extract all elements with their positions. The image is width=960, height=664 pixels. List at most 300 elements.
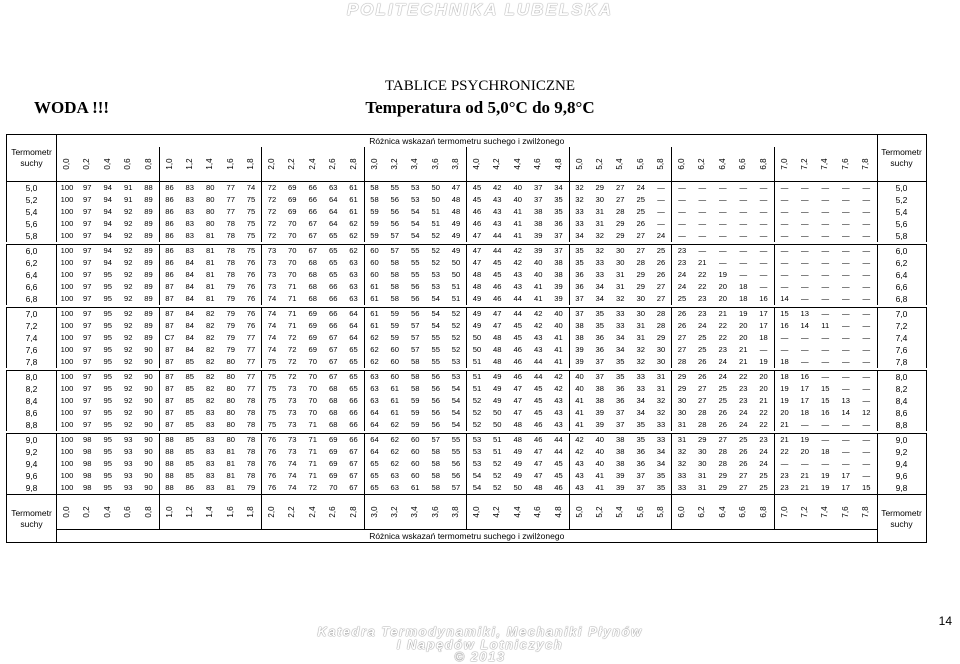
humidity-cell: — [821,183,830,192]
humidity-cell: 48 [451,207,461,216]
humidity-cell: — [739,270,748,279]
humidity-cell: 41 [513,231,522,240]
humidity-cell: 33 [672,482,693,495]
humidity-cell: 29 [656,333,666,342]
diff-header [303,147,324,182]
humidity-cell: 92 [124,357,133,366]
humidity-cell: 31 [656,372,666,381]
humidity-cell: 63 [364,383,385,395]
humidity-cell: 19 [718,270,727,279]
humidity-cell: — [821,195,830,204]
humidity-cell: 64 [329,219,338,228]
humidity-cell: 20 [800,447,809,456]
humidity-cell: 97 [83,246,92,255]
humidity-cell: 80 [206,219,215,228]
humidity-cell: 82 [206,372,215,381]
document-title: TABLICE PSYCHRONICZNE [384,78,576,94]
humidity-cell: 23 [759,435,768,444]
diff-footer [651,495,672,530]
humidity-cell: 81 [206,270,215,279]
humidity-cell: 37 [534,195,543,204]
humidity-cell: 26 [656,270,666,279]
humidity-cell: 86 [159,230,180,242]
humidity-cell: 37 [636,483,645,492]
humidity-cell: 21 [698,258,707,267]
humidity-cell: 20 [759,384,768,393]
humidity-cell: — [821,207,830,216]
humidity-cell: 52 [431,231,440,240]
dry-temp-left: 5,2 [7,194,57,206]
diff-header [118,147,139,182]
humidity-cell: 33 [636,372,645,381]
page-number: 14 [938,614,952,628]
humidity-cell: 17 [841,483,850,492]
humidity-cell: 58 [390,270,399,279]
diff-label: 2,0 [267,158,276,170]
humidity-cell: 38 [616,447,625,456]
humidity-cell: 37 [554,231,563,240]
humidity-cell: 69 [329,447,338,456]
humidity-cell: 84 [185,294,194,303]
humidity-cell: 81 [206,246,215,255]
humidity-cell: 63 [390,471,399,480]
humidity-cell: 80 [206,183,215,192]
table-row [7,371,927,384]
humidity-cell: 76 [246,321,256,330]
humidity-cell: 27 [636,231,645,240]
humidity-cell: 39 [616,471,625,480]
humidity-cell: 72 [288,333,297,342]
humidity-cell: 41 [554,345,563,354]
diff-label: 4,6 [533,506,543,518]
humidity-cell: 61 [364,281,385,293]
diff-label: 4,0 [472,506,481,518]
humidity-cell: 49 [513,471,522,480]
humidity-cell: 63 [390,483,399,492]
humidity-cell: 54 [411,231,420,240]
humidity-cell: 33 [569,206,590,218]
humidity-cell: 26 [718,420,727,429]
dry-temp-right: 9,8 [877,482,926,495]
humidity-cell: 76 [246,309,256,318]
humidity-cell: 62 [390,447,399,456]
humidity-cell: 25 [698,345,707,354]
humidity-cell: 23 [774,482,795,495]
humidity-cell: 53 [431,282,440,291]
humidity-cell: 41 [554,357,563,366]
diff-label: 7,2 [799,158,809,170]
humidity-cell: 100 [57,383,78,395]
humidity-cell: 73 [262,269,283,281]
diff-header [651,147,672,182]
dry-temp-right: 7,4 [877,332,926,344]
humidity-cell: 100 [57,230,78,242]
diff-header [159,147,180,182]
humidity-cell: 89 [144,231,153,240]
humidity-cell: 64 [329,207,338,216]
humidity-cell: 61 [411,483,420,492]
humidity-cell: — [698,231,707,240]
humidity-cell: 80 [206,207,215,216]
humidity-cell: 27 [718,435,727,444]
humidity-cell: 36 [554,219,563,228]
diff-label: 5,6 [635,158,645,170]
diff-header [569,147,590,182]
humidity-cell: 56 [431,384,440,393]
diff-header [610,147,631,182]
humidity-cell: 79 [226,345,235,354]
humidity-cell: — [841,246,850,255]
humidity-cell: 39 [616,483,625,492]
dry-temp-left: 9,4 [7,458,57,470]
humidity-cell: 52 [451,345,461,354]
diff-label: 5,8 [656,158,665,170]
humidity-cell: 70 [308,408,317,417]
humidity-cell: 22 [698,282,707,291]
humidity-cell: 39 [595,408,604,417]
humidity-cell: — [800,282,809,291]
humidity-cell: 21 [759,396,768,405]
humidity-cell: — [698,183,707,192]
humidity-cell: 93 [124,447,133,456]
humidity-cell: 37 [636,471,645,480]
humidity-cell: 71 [308,435,317,444]
humidity-cell: 26 [718,408,727,417]
humidity-cell: 69 [288,207,297,216]
humidity-cell: 95 [103,357,112,366]
diff-footer [672,495,693,530]
humidity-cell: 41 [595,471,604,480]
humidity-cell: 30 [656,345,666,354]
humidity-cell: 70 [329,483,338,492]
humidity-cell: 46 [493,282,502,291]
humidity-cell: 58 [390,282,399,291]
humidity-cell: 41 [534,294,543,303]
humidity-cell: 35 [616,372,625,381]
diff-label: 4,2 [492,158,502,170]
humidity-cell: 72 [288,357,297,366]
humidity-cell: 35 [636,420,645,429]
humidity-cell: — [862,270,871,279]
humidity-cell: 100 [57,320,78,332]
humidity-cell: 78 [246,420,256,429]
humidity-cell: 84 [185,282,194,291]
humidity-cell: — [718,219,727,228]
humidity-cell: — [800,207,809,216]
humidity-cell: 46 [554,483,563,492]
humidity-cell: 94 [103,207,112,216]
humidity-cell: 85 [185,408,194,417]
diff-label: 7,6 [840,506,850,518]
humidity-cell: — [759,231,768,240]
humidity-cell: 68 [308,258,317,267]
humidity-cell: 62 [349,219,358,228]
humidity-cell: 52 [493,459,502,468]
humidity-cell: 27 [698,384,707,393]
diff-label: 2,6 [328,158,338,170]
humidity-cell: 71 [288,282,297,291]
humidity-cell: 38 [616,459,625,468]
diff-label: 6,6 [738,158,748,170]
humidity-cell: 31 [656,384,666,393]
humidity-cell: 65 [329,246,338,255]
humidity-cell: 77 [246,372,256,381]
diff-footer [159,495,180,530]
humidity-cell: 77 [246,333,256,342]
humidity-cell: 51 [467,371,488,384]
humidity-cell: 88 [159,434,180,447]
humidity-cell: 11 [821,321,830,330]
dry-temp-right: 8,0 [877,371,926,384]
humidity-cell: 65 [329,258,338,267]
humidity-cell: 48 [513,420,522,429]
humidity-cell: 48 [493,333,502,342]
humidity-cell: 30 [698,459,707,468]
humidity-cell: 56 [431,396,440,405]
diff-label: 2,8 [348,506,358,518]
humidity-cell: 33 [569,218,590,230]
humidity-cell: 97 [83,384,92,393]
diff-label: 7,0 [779,506,789,518]
dry-temp-left: 7,6 [7,344,57,356]
diff-header [221,147,242,182]
humidity-cell: 29 [718,483,727,492]
humidity-cell: 95 [103,282,112,291]
humidity-cell: 55 [411,270,420,279]
humidity-cell: 83 [206,420,215,429]
diff-label: 0,6 [123,158,133,170]
humidity-cell: 80 [206,195,215,204]
humidity-cell: 32 [616,294,625,303]
humidity-cell: 27 [616,183,625,192]
humidity-cell: 50 [467,332,488,344]
humidity-cell: 76 [246,270,256,279]
humidity-cell: 90 [144,396,153,405]
humidity-cell: 61 [364,320,385,332]
humidity-cell: 57 [451,483,461,492]
diff-label: 2,8 [348,158,358,170]
diff-header [815,147,836,182]
humidity-cell: 65 [364,470,385,482]
humidity-cell: 90 [144,345,153,354]
humidity-cell: — [821,309,830,318]
humidity-cell: 24 [718,357,727,366]
humidity-cell: 59 [390,309,399,318]
humidity-cell: 64 [329,195,338,204]
humidity-cell: — [739,195,748,204]
humidity-cell: 45 [493,270,502,279]
humidity-cell: 79 [226,294,235,303]
humidity-cell: — [821,357,830,366]
diff-label: 5,4 [615,506,625,518]
humidity-cell: 18 [821,447,830,456]
humidity-cell: 47 [493,321,502,330]
humidity-cell: 18 [800,408,809,417]
diff-label: 3,4 [410,506,420,518]
humidity-cell: 100 [57,257,78,269]
dry-temp-right: 7,2 [877,320,926,332]
dry-temp-left: 8,4 [7,395,57,407]
humidity-cell: 66 [329,294,338,303]
dry-temp-right: 5,0 [877,182,926,195]
humidity-cell: 46 [513,357,522,366]
dry-temp-left: 8,2 [7,383,57,395]
table-row [7,230,927,242]
humidity-cell: 58 [364,182,385,195]
humidity-cell: 55 [390,183,399,192]
humidity-cell: 42 [554,384,563,393]
humidity-cell: 59 [390,321,399,330]
humidity-cell: — [841,435,850,444]
dry-temp-left: 7,2 [7,320,57,332]
humidity-cell: 90 [144,372,153,381]
diff-label: 2,4 [307,506,317,518]
humidity-cell: 63 [329,183,338,192]
dry-temp-left: 9,0 [7,434,57,447]
humidity-cell: 86 [159,269,180,281]
humidity-cell: 37 [569,293,590,305]
humidity-cell: 75 [246,195,256,204]
diff-label: 0,4 [102,506,112,518]
humidity-cell: 71 [308,459,317,468]
humidity-cell: 87 [159,281,180,293]
dry-temp-right: 6,6 [877,281,926,293]
humidity-cell: — [862,309,871,318]
diff-label: 4,8 [553,506,563,518]
humidity-cell: 84 [185,270,194,279]
humidity-cell: 94 [103,195,112,204]
humidity-cell: — [841,420,850,429]
humidity-cell: 80 [226,420,235,429]
humidity-cell: 45 [534,408,543,417]
humidity-cell: 51 [493,447,502,456]
humidity-cell: 95 [103,333,112,342]
humidity-cell: 63 [364,395,385,407]
dry-temp-left: 8,0 [7,371,57,384]
humidity-cell: 35 [595,321,604,330]
humidity-cell: 100 [57,308,78,321]
humidity-cell: 67 [349,483,358,492]
humidity-cell: 35 [636,435,645,444]
humidity-cell: 52 [493,483,502,492]
humidity-cell: 25 [698,333,707,342]
humidity-cell: 92 [124,384,133,393]
humidity-cell: 17 [800,384,809,393]
humidity-cell: 78 [246,435,256,444]
diff-header [446,147,467,182]
humidity-cell: 44 [513,309,522,318]
humidity-cell: 95 [103,447,112,456]
humidity-cell: 65 [364,458,385,470]
humidity-cell: — [739,219,748,228]
humidity-cell: 34 [616,345,625,354]
humidity-cell: 50 [493,408,502,417]
humidity-cell: 23 [672,257,693,269]
humidity-cell: 75 [262,419,283,431]
diff-label: 1,4 [205,158,215,170]
humidity-cell: 71 [308,420,317,429]
humidity-cell: 22 [739,372,748,381]
humidity-cell: 82 [206,309,215,318]
humidity-cell: 61 [364,293,385,305]
humidity-cell: — [672,230,693,242]
humidity-cell: — [800,345,809,354]
humidity-cell: 89 [144,333,153,342]
diff-header [467,147,488,182]
humidity-cell: 52 [451,333,461,342]
humidity-cell: 50 [467,344,488,356]
humidity-cell: 53 [451,357,461,366]
humidity-cell: 49 [493,372,502,381]
humidity-cell: 27 [616,195,625,204]
humidity-cell: 92 [124,246,133,255]
diff-header [836,147,857,182]
humidity-cell: — [821,435,830,444]
humidity-cell: 89 [144,258,153,267]
footer-department-line2: I Napędów Lotniczych [396,637,564,652]
humidity-cell: 48 [493,345,502,354]
humidity-cell: — [862,246,871,255]
diff-header [139,147,160,182]
humidity-cell: 57 [390,246,399,255]
humidity-cell: 93 [124,459,133,468]
humidity-cell: — [718,195,727,204]
humidity-cell: 79 [226,333,235,342]
humidity-cell: 95 [103,408,112,417]
university-header: POLITECHNIKA LUBELSKA [346,0,614,19]
humidity-cell: 18 [739,294,748,303]
humidity-cell: 82 [206,396,215,405]
humidity-cell: 73 [288,384,297,393]
diff-label: 5,2 [594,506,604,518]
humidity-cell: 43 [569,470,590,482]
humidity-cell: 87 [159,383,180,395]
humidity-cell: 69 [288,183,297,192]
humidity-cell: 25 [739,435,748,444]
humidity-cell: 24 [739,420,748,429]
diff-footer [590,495,611,530]
table-caption: Różnica wskazań termometru suchego i zwilżonego [57,135,878,148]
humidity-cell: 58 [431,471,440,480]
humidity-cell: 40 [595,435,604,444]
humidity-cell: 54 [451,420,461,429]
humidity-cell: 95 [103,396,112,405]
diff-footer [282,495,303,530]
humidity-cell: 54 [451,384,461,393]
humidity-cell: 29 [616,219,625,228]
dry-temp-right: 9,6 [877,470,926,482]
humidity-cell: 20 [759,372,768,381]
humidity-cell: 14 [841,408,850,417]
humidity-cell: — [862,372,871,381]
humidity-cell: 30 [636,294,645,303]
humidity-cell: 76 [246,282,256,291]
humidity-cell: 83 [206,447,215,456]
humidity-cell: 81 [206,282,215,291]
humidity-cell: 85 [185,372,194,381]
humidity-cell: — [841,372,850,381]
humidity-cell: 84 [185,321,194,330]
diff-label: 4,0 [472,158,481,170]
humidity-cell: 70 [288,231,297,240]
humidity-cell: 24 [718,372,727,381]
humidity-cell: — [800,219,809,228]
diff-label: 3,0 [369,506,379,518]
humidity-cell: — [841,333,850,342]
humidity-cell: 36 [636,459,645,468]
humidity-cell: 28 [636,258,645,267]
humidity-cell: 76 [262,458,283,470]
